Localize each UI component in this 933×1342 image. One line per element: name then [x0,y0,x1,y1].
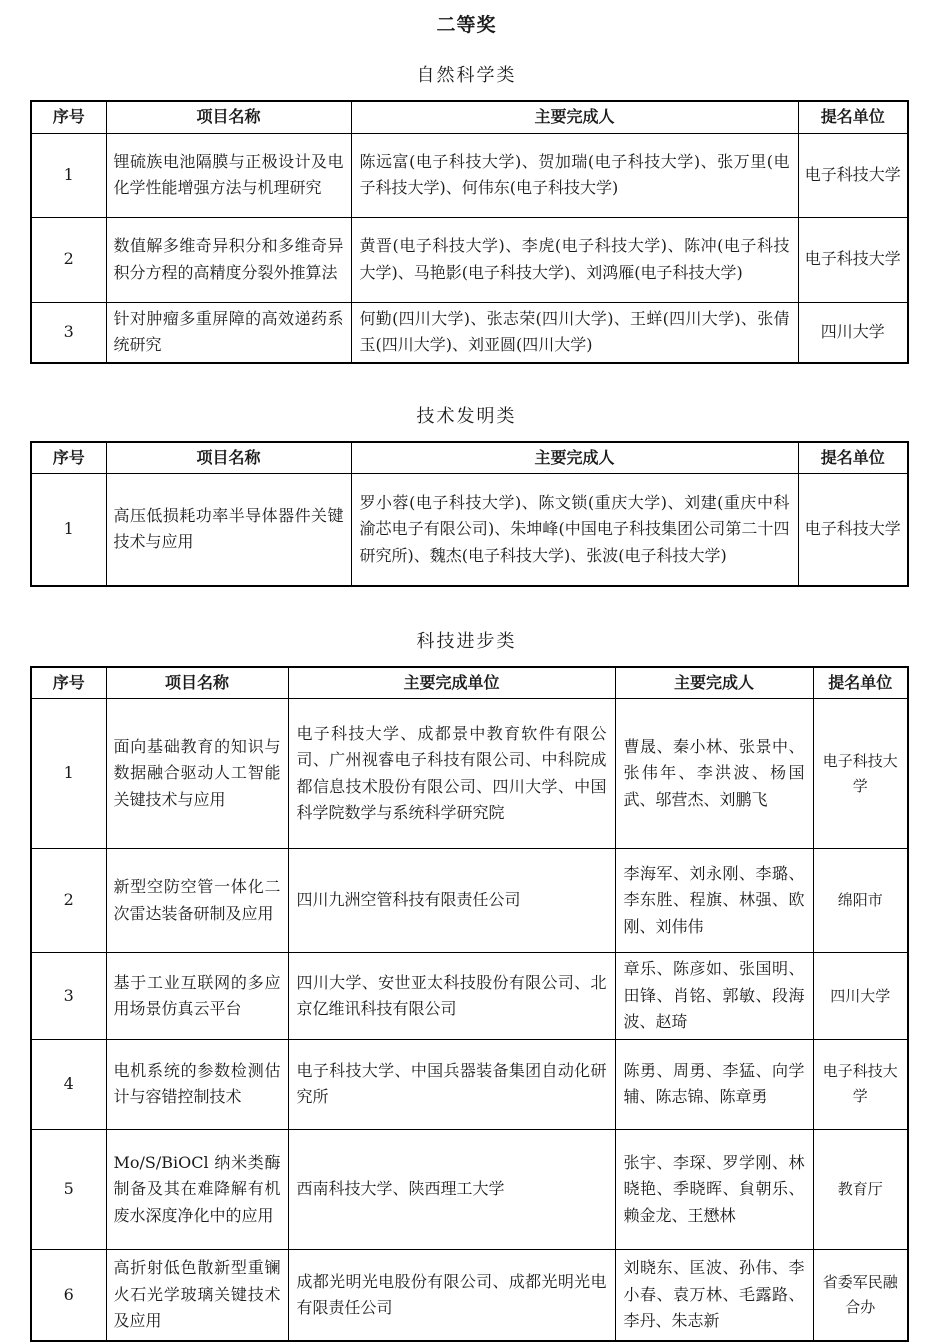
column-header-nominator: 提名单位 [798,442,908,474]
cell-completers: 罗小蓉(电子科技大学)、陈文锁(重庆大学)、刘建(重庆中科渝芯电子有限公司)、朱坤峰(中国电子科技集团公司第二十四研究所)、魏杰(电子科技大学)、张波(电子科技大学) [351,474,798,586]
cell-index: 5 [31,1129,106,1249]
cell-nominator: 电子科技大学 [798,133,908,217]
cell-index: 1 [31,474,106,586]
cell-nominator: 绵阳市 [813,849,908,953]
table-row [31,217,908,302]
cell-completing-units: 四川大学、安世亚太科技股份有限公司、北京亿维讯科技有限公司 [288,953,615,1040]
table-row [31,474,908,586]
section-heading-tech-invention: 技术发明类 [416,405,517,427]
column-header-nominator: 提名单位 [798,101,908,133]
table-row [31,1129,908,1249]
page-title: 二等奖 [436,14,497,36]
cell-project-name: 高折射低色散新型重镧火石光学玻璃关键技术及应用 [106,1249,288,1341]
cell-completers: 陈远富(电子科技大学)、贺加瑞(电子科技大学)、张万里(电子科技大学)、何伟东(电子科技大学) [351,133,798,217]
cell-project-name: 锂硫族电池隔膜与正极设计及电化学性能增强方法与机理研究 [106,133,351,217]
document-page [0,10,933,1331]
cell-completing-units: 成都光明光电股份有限公司、成都光明光电有限责任公司 [288,1249,615,1341]
cell-index: 2 [31,217,106,302]
section-heading-natural-science: 自然科学类 [416,65,517,86]
cell-index: 1 [31,699,106,849]
cell-project-name: 数值解多维奇异积分和多维奇异积分方程的高精度分裂外推算法 [106,217,351,302]
cell-index: 3 [31,953,106,1040]
column-header-completers: 主要完成人 [351,101,798,133]
cell-completers: 刘晓东、匡波、孙伟、李小春、袁万林、毛露路、李丹、朱志新 [615,1249,813,1341]
cell-index: 3 [31,302,106,363]
section-heading-tech-progress: 科技进步类 [416,630,517,652]
table-row [31,133,908,217]
table-row [31,849,908,953]
cell-project-name: 针对肿瘤多重屏障的高效递药系统研究 [106,302,351,363]
cell-index: 4 [31,1039,106,1129]
cell-index: 1 [31,133,106,217]
column-header-project: 项目名称 [106,101,351,133]
cell-nominator: 省委军民融合办 [813,1249,908,1341]
tech-progress-table [30,666,909,1342]
column-header-nominator: 提名单位 [813,667,908,699]
cell-index: 2 [31,849,106,953]
tech-invention-table [30,441,909,587]
column-header-completers: 主要完成人 [615,667,813,699]
cell-project-name: Mo/S/BiOCl 纳米类酶制备及其在难降解有机废水深度净化中的应用 [106,1129,288,1249]
column-header-project: 项目名称 [106,442,351,474]
cell-nominator: 教育厅 [813,1129,908,1249]
table-header-row [31,667,908,699]
cell-completers: 黄晋(电子科技大学)、李虎(电子科技大学)、陈冲(电子科技大学)、马艳影(电子科技大学)、刘鸿雁(电子科技大学) [351,217,798,302]
cell-project-name: 高压低损耗功率半导体器件关键技术与应用 [106,474,351,586]
table-header-row [31,101,908,133]
cell-completers: 何勤(四川大学)、张志荣(四川大学)、王蛘(四川大学)、张倩玉(四川大学)、刘亚圆(四川大学) [351,302,798,363]
column-header-units: 主要完成单位 [288,667,615,699]
table-row [31,1249,908,1341]
table-row [31,953,908,1040]
cell-nominator: 电子科技大学 [813,699,908,849]
table-header-row [31,442,908,474]
natural-science-table [30,100,909,364]
cell-nominator: 四川大学 [813,953,908,1040]
cell-project-name: 面向基础教育的知识与数据融合驱动人工智能关键技术与应用 [106,699,288,849]
table-row [31,302,908,363]
column-header-index: 序号 [31,101,106,133]
cell-project-name: 电机系统的参数检测估计与容错控制技术 [106,1039,288,1129]
column-header-index: 序号 [31,667,106,699]
column-header-project: 项目名称 [106,667,288,699]
cell-completers: 章乐、陈彦如、张国明、田锋、肖铭、郭敏、段海波、赵琦 [615,953,813,1040]
cell-completing-units: 电子科技大学、成都景中教育软件有限公司、广州视睿电子科技有限公司、中科院成都信息技术股份有限公司、四川大学、中国科学院数学与系统科学研究院 [288,699,615,849]
cell-nominator: 四川大学 [798,302,908,363]
cell-nominator: 电子科技大学 [798,217,908,302]
column-header-index: 序号 [31,442,106,474]
cell-completing-units: 电子科技大学、中国兵器装备集团自动化研究所 [288,1039,615,1129]
cell-project-name: 基于工业互联网的多应用场景仿真云平台 [106,953,288,1040]
cell-project-name: 新型空防空管一体化二次雷达装备研制及应用 [106,849,288,953]
cell-completers: 李海军、刘永刚、李璐、李东胜、程旗、林强、欧刚、刘伟伟 [615,849,813,953]
cell-nominator: 电子科技大学 [798,474,908,586]
table-row [31,1039,908,1129]
cell-completing-units: 西南科技大学、陕西理工大学 [288,1129,615,1249]
cell-index: 6 [31,1249,106,1341]
column-header-completers: 主要完成人 [351,442,798,474]
cell-completers: 陈勇、周勇、李猛、向学辅、陈志锦、陈章勇 [615,1039,813,1129]
cell-completers: 曹晟、秦小林、张景中、张伟年、李洪波、杨国武、邬营杰、刘鹏飞 [615,699,813,849]
table-row [31,699,908,849]
cell-completing-units: 四川九洲空管科技有限责任公司 [288,849,615,953]
cell-completers: 张宇、李琛、罗学刚、林晓艳、季晓晖、貟朝乐、赖金龙、王懋林 [615,1129,813,1249]
cell-nominator: 电子科技大学 [813,1039,908,1129]
